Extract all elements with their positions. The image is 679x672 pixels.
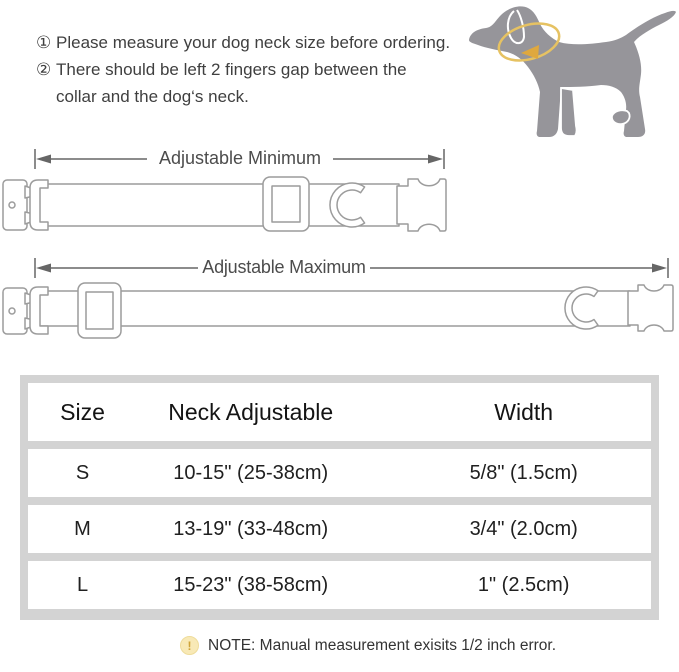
arrowhead-right: [428, 155, 443, 164]
cell-width: 1" (2.5cm): [477, 573, 570, 596]
dog-far-front-leg: [561, 88, 577, 136]
metal-buckle-hole: [9, 202, 15, 208]
slider-adjuster-inner: [272, 186, 300, 222]
cell-neck: 10-15" (25-38cm): [173, 461, 329, 484]
arrowhead-right: [652, 264, 667, 273]
cell-width: 5/8" (1.5cm): [469, 461, 578, 484]
measuring-instructions: [36, 29, 466, 110]
slider-adjuster-inner: [86, 292, 113, 329]
collar-strap: [33, 291, 630, 326]
dog-illustration: [461, 0, 679, 158]
circled-number-1: ①: [36, 33, 52, 52]
instruction-1-text: [56, 29, 450, 56]
plastic-buckle-male: [628, 285, 673, 331]
collar-artwork-minimum: [3, 177, 446, 231]
instruction-1-line-1: Please measure your dog neck size before ordering.: [56, 33, 451, 52]
header-size: Size: [60, 398, 105, 425]
instruction-2-text: [56, 56, 407, 110]
arrowhead-left: [36, 264, 51, 273]
note-text: NOTE: Manual measurement exisits 1/2 inch error.: [208, 636, 557, 654]
collar-artwork-maximum: [3, 283, 673, 338]
cell-neck: 15-23" (38-58cm): [173, 573, 329, 596]
table-row-m: [28, 505, 651, 553]
arrowhead-left: [36, 155, 51, 164]
size-table: [20, 375, 659, 620]
label-adjustable-maximum: Adjustable Maximum: [202, 257, 366, 277]
header-neck-adjustable: Neck Adjustable: [168, 398, 334, 425]
metal-buckle-hole: [9, 308, 15, 314]
cell-neck: 13-19" (33-48cm): [173, 517, 329, 540]
cell-width: 3/4" (2.0cm): [469, 517, 578, 540]
cell-size: M: [74, 517, 91, 540]
dog-far-hind-paw: [612, 110, 630, 124]
label-adjustable-minimum: Adjustable Minimum: [158, 148, 322, 168]
header-width: Width: [494, 398, 554, 425]
table-row-l: [28, 561, 651, 609]
instruction-2-line-2: collar and the dog‘s neck.: [56, 87, 249, 106]
table-row-s: [28, 449, 651, 497]
exclamation-circle-icon: !: [180, 636, 199, 655]
instruction-1: [36, 29, 466, 56]
plastic-buckle-male: [397, 179, 446, 231]
cell-size: S: [75, 461, 90, 484]
circled-number-2: ②: [36, 60, 52, 79]
table-header-row: [28, 383, 651, 441]
instruction-2: [36, 56, 466, 110]
instruction-2-line-1: There should be left 2 fingers gap between the: [56, 60, 407, 79]
cell-size: L: [76, 573, 89, 596]
measurement-note: [180, 636, 556, 655]
